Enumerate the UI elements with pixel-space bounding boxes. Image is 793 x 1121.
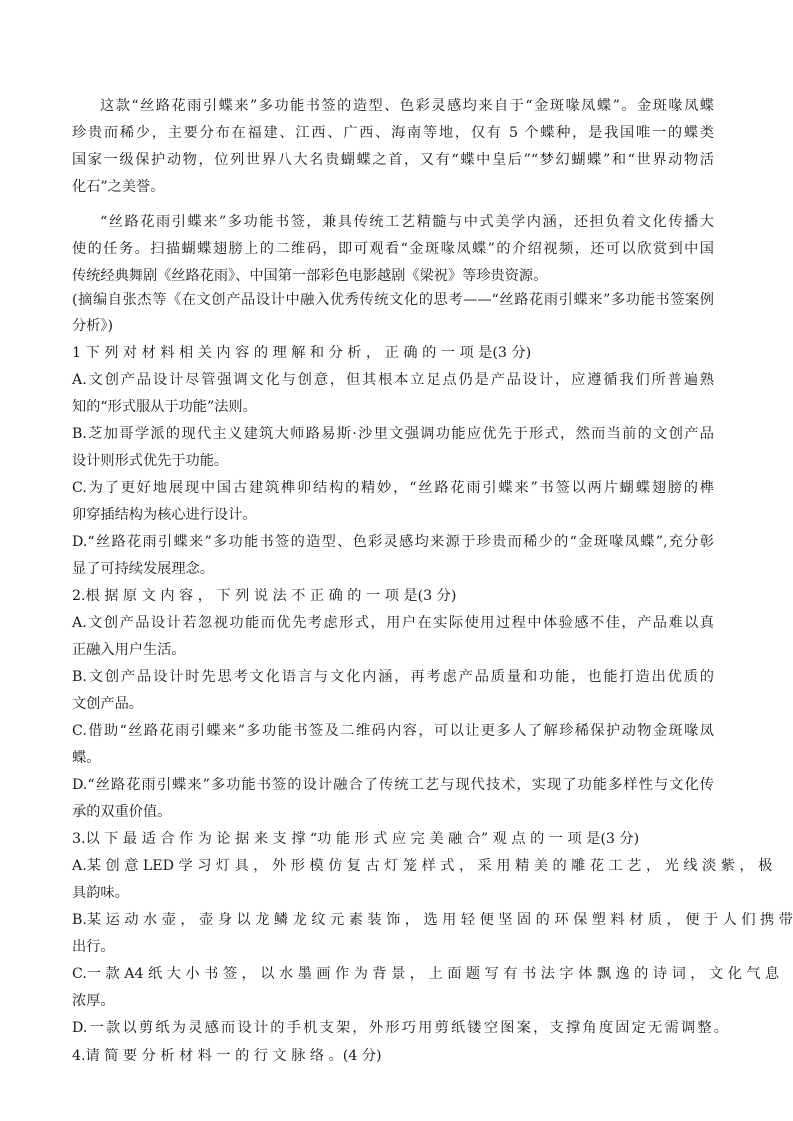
paragraph-1-line-2: 珍贵而稀少，主要分布在福建、江西、广西、海南等地，仅有 5 个蝶种，是我国唯一的蝶类 bbox=[72, 125, 714, 141]
question-3-option-a-line-1: A.某 创 意 LED 学 习 灯 具 ， 外 形 模 仿 复 古 灯 笼 样 式 ， 采 用 精 美 的 雕 花 工 艺 ， 光 线 淡 紫 ， 极 bbox=[72, 858, 773, 874]
question-2-option-c-line-1: C.借助“丝路花雨引蝶来”多功能书签及二维码内容，可以让更多人了解珍稀保护动物金斑喙凤 bbox=[72, 723, 714, 739]
question-3-stem: 3.以 下 最 适 合 作 为 论 据 来 支 撑 “功 能 形 式 应 完 美 融 合” 观 点 的 一 项 是(3 分) bbox=[72, 831, 640, 847]
question-1-option-d-line-1: D.“丝路花雨引蝶来”多功能书签的造型、色彩灵感均来源于珍贵而稀少的“金斑喙凤蝶”,充分彰 bbox=[72, 534, 714, 550]
question-3-option-c-line-1: C.一 款 A4 纸 大 小 书 签 ， 以 水 墨 画 作 为 背 景 ， 上 面 题 写 有 书 法 字 体 飘 逸 的 诗 词 ， 文 化 气 息 bbox=[72, 966, 780, 982]
paragraph-1-line-4: 化石”之美誉。 bbox=[72, 179, 165, 195]
question-1-option-a-line-1: A.文创产品设计尽管强调文化与创意，但其根本立足点仍是产品设计，应遵循我们所普遍熟 bbox=[72, 372, 714, 388]
question-1-stem: 1 下 列 对 材 料 相 关 内 容 的 理 解 和 分 析 ， 正 确 的 一 项 是(3 分) bbox=[72, 345, 532, 361]
question-1-option-b-line-2: 设计则形式优先于功能。 bbox=[72, 453, 229, 469]
paragraph-1-line-1: 这款“丝路花雨引蝶来”多功能书签的造型、色彩灵感均来自于“金斑喙凤蝶”。金斑喙凤蝶 bbox=[100, 98, 714, 114]
question-1-option-c-line-2: 卯穿插结构为核心进行设计。 bbox=[72, 507, 257, 523]
question-2-option-d-line-2: 承的双重价值。 bbox=[72, 804, 172, 820]
source-citation-line-1: (摘编自张杰等《在文创产品设计中融入优秀传统文化的思考——“丝路花雨引蝶来”多功能书签案例 bbox=[72, 292, 714, 308]
question-2-option-a-line-2: 正融入用户生活。 bbox=[72, 642, 186, 658]
question-3-option-b-line-2: 出行。 bbox=[72, 939, 115, 955]
question-3-option-a-line-2: 具韵味。 bbox=[72, 885, 129, 901]
question-4-stem: 4.请 简 要 分 析 材 料 一 的 行 文 脉 络 。(4 分) bbox=[72, 1048, 382, 1064]
question-2-option-b-line-2: 文创产品。 bbox=[72, 696, 143, 712]
question-2-option-c-line-2: 蝶。 bbox=[72, 750, 101, 766]
question-3-option-c-line-2: 浓厚。 bbox=[72, 993, 115, 1009]
question-2-option-a-line-1: A.文创产品设计若忽视功能而优先考虑形式，用户在实际使用过程中体验感不佳，产品难以真 bbox=[72, 615, 714, 631]
paragraph-2-line-2: 使的任务。扫描蝴蝶翅膀上的二维码，即可观看“金斑喙凤蝶”的介绍视频，还可以欣赏到中国 bbox=[72, 241, 714, 257]
question-3-option-d-line-1: D.一款以剪纸为灵感而设计的手机支架，外形巧用剪纸镂空图案，支撑角度固定无需调整。 bbox=[72, 1020, 728, 1036]
question-1-option-d-line-2: 显了可持续发展理念。 bbox=[72, 561, 214, 577]
paragraph-2-line-1: “丝路花雨引蝶来”多功能书签，兼具传统工艺精髓与中式美学内涵，还担负着文化传播大 bbox=[100, 214, 714, 230]
question-2-option-d-line-1: D.“丝路花雨引蝶来”多功能书签的设计融合了传统工艺与现代技术，实现了功能多样性与文化传 bbox=[72, 777, 714, 793]
question-2-stem: 2.根 据 原 文 内 容 ， 下 列 说 法 不 正 确 的 一 项 是(3 分) bbox=[72, 588, 457, 604]
paragraph-2-line-3: 传统经典舞剧《丝路花雨》、中国第一部彩色电影越剧《梁祝》等珍贵资源。 bbox=[72, 268, 548, 284]
question-1-option-b-line-1: B.芝加哥学派的现代主义建筑大师路易斯·沙里文强调功能应优先于形式，然而当前的文创产品 bbox=[72, 426, 714, 442]
question-3-option-b-line-1: B.某 运 动 水 壶 ， 壶 身 以 龙 鳞 龙 纹 元 素 装 饰 ， 选 用 轻 便 坚 固 的 环 保 塑 料 材 质 ， 便 于 人 们 携 带 bbox=[72, 912, 793, 928]
question-1-option-a-line-2: 知的“形式服从于功能”法则。 bbox=[72, 399, 257, 415]
paragraph-1-line-3: 国家一级保护动物，位列世界八大名贵蝴蝶之首，又有“蝶中皇后”“梦幻蝴蝶”和“世界动物活 bbox=[72, 152, 714, 168]
source-citation-line-2: 分析》) bbox=[72, 318, 113, 334]
question-2-option-b-line-1: B.文创产品设计时先思考文化语言与文化内涵，再考虑产品质量和功能，也能打造出优质的 bbox=[72, 669, 714, 685]
question-1-option-c-line-1: C.为了更好地展现中国古建筑榫卯结构的精妙，“丝路花雨引蝶来”书签以两片蝴蝶翅膀的榫 bbox=[72, 480, 714, 496]
